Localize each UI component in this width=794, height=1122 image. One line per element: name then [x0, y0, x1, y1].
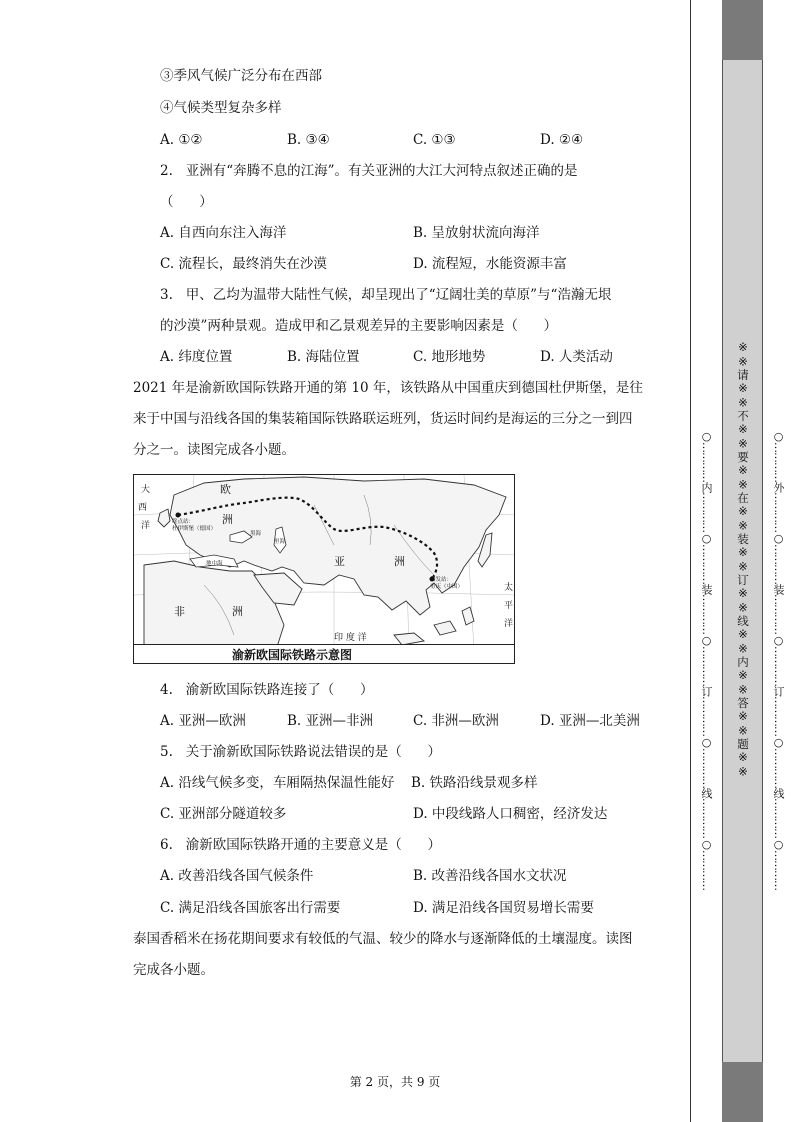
q2-option-b: B. 呈放射状流向海洋: [413, 225, 540, 241]
label-terminus-2: 杜伊斯堡（德国）: [172, 526, 217, 532]
q1-item-4: ④气候类型复杂多样: [160, 100, 282, 116]
label-europe-2: 洲: [222, 513, 233, 526]
binding-inner-line: ○…………内…………○…………装…………○…………订…………○…………线…………○…………: [700, 430, 713, 890]
label-atlantic-3: 洋: [141, 521, 151, 531]
label-africa-1: 非: [174, 605, 185, 618]
q4-option-a: A. 亚洲—欧洲: [160, 713, 246, 729]
q4-stem: 4. 渝新欧国际铁路连接了（ ）: [160, 682, 374, 698]
intro2-line2: 完成各小题。: [133, 962, 214, 978]
q2-option-d: D. 流程短，水能资源丰富: [413, 256, 567, 272]
railway-map: [133, 474, 515, 664]
binding-block-top: [722, 0, 763, 60]
q1-item-3: ③季风气候广泛分布在西部: [160, 68, 322, 84]
q1-option-c: C. ①③: [413, 132, 456, 148]
intro-line1: 2021 年是渝新欧国际铁路开通的第 10 年，该铁路从中国重庆到德国杜伊斯堡，是往: [133, 380, 643, 396]
q1-option-b: B. ③④: [287, 132, 330, 148]
label-origin-1: 始发站：: [430, 577, 453, 583]
label-indian-ocean: 印 度 洋: [334, 633, 367, 643]
q2-stem: 2. 亚洲有“奔腾不息的江海”。有关亚洲的大江大河特点叙述正确的是: [160, 163, 578, 179]
intro-line3: 分之一。读图完成各小题。: [133, 442, 295, 458]
q5-option-b: B. 铁路沿线景观多样: [411, 775, 538, 791]
intro2-line1: 泰国香稻米在扬花期间要求有较低的气温、较少的降水与逐渐降低的土壤湿度。读图: [133, 931, 633, 947]
q6-option-c: C. 满足沿线各国旅客出行需要: [160, 900, 341, 916]
map-caption-bar: [134, 644, 515, 663]
map-caption: 渝新欧国际铁路示意图: [232, 648, 353, 662]
q3-option-d: D. 人类活动: [540, 349, 613, 365]
label-terminus-1: 终点站：: [172, 519, 195, 525]
map-graphic: [134, 475, 515, 664]
label-pacific-3: 洋: [504, 619, 514, 629]
q5-option-d: D. 中段线路人口稠密，经济发达: [413, 806, 608, 822]
q2-option-c: C. 流程长，最终消失在沙漠: [160, 256, 327, 272]
q3-stem-line2: 的沙漠”两种景观。造成甲和乙景观差异的主要影响因素是（ ）: [160, 318, 558, 334]
q5-stem: 5. 关于渝新欧国际铁路说法错误的是（ ）: [160, 744, 442, 760]
q3-stem-line1: 3. 甲、乙均为温带大陆性气候，却呈现出了“辽阔壮美的草原”与“浩瀚无垠: [160, 287, 612, 303]
label-pacific-1: 太: [504, 583, 514, 593]
q6-option-b: B. 改善沿线各国水文状况: [413, 868, 567, 884]
label-atlantic-2: 西: [138, 503, 148, 513]
label-africa-2: 洲: [232, 605, 243, 618]
label-mediterranean: 地中海: [206, 561, 223, 567]
binding-outer-line: ○…………外…………○…………装…………○…………订…………○…………线…………○…………: [772, 430, 785, 890]
label-black-sea: 黑海: [250, 531, 262, 537]
label-asia-2: 洲: [394, 555, 405, 568]
q3-option-c: C. 地形地势: [413, 349, 486, 365]
label-europe-1: 欧: [220, 483, 231, 496]
q6-option-d: D. 满足沿线各国贸易增长需要: [413, 900, 594, 916]
label-asia-1: 亚: [334, 555, 345, 568]
q6-option-a: A. 改善沿线各国气候条件: [160, 868, 314, 884]
page-number: 第 2 页，共 9 页: [349, 1075, 441, 1089]
intro-line2: 来于中国与沿线各国的集装箱国际铁路联运班列，货运时间约是海运的三分之一到四: [133, 411, 633, 427]
q4-option-d: D. 亚洲—北美洲: [540, 713, 640, 729]
q6-stem: 6. 渝新欧国际铁路开通的主要意义是（ ）: [160, 837, 442, 853]
binding-border: [690, 0, 691, 1122]
label-pacific-2: 平: [504, 601, 514, 611]
q3-option-b: B. 海陆位置: [287, 349, 360, 365]
binding-block-bottom: [722, 1062, 763, 1122]
q4-option-c: C. 非洲—欧洲: [413, 713, 499, 729]
binding-warning: ※※请※※不※※要※※在※※装※※订※※线※※内※※答※※题※※: [736, 340, 750, 779]
page-footer: [0, 1073, 794, 1090]
label-atlantic-1: 大: [141, 485, 151, 495]
q3-option-a: A. 纬度位置: [160, 349, 233, 365]
q5-option-c: C. 亚洲部分隧道较多: [160, 806, 287, 822]
q4-option-b: B. 亚洲—非洲: [287, 713, 374, 729]
q5-option-a: A. 沿线气候多变，车厢隔热保温性能好: [160, 775, 395, 791]
label-origin-2: 重庆（中国）: [430, 584, 464, 590]
q1-option-a: A. ①②: [160, 132, 203, 148]
q1-option-d: D. ②④: [540, 132, 584, 148]
label-caspian: 里海: [274, 539, 286, 545]
q2-paren: （ ）: [160, 194, 213, 210]
q2-option-a: A. 自西向东注入海洋: [160, 225, 287, 241]
